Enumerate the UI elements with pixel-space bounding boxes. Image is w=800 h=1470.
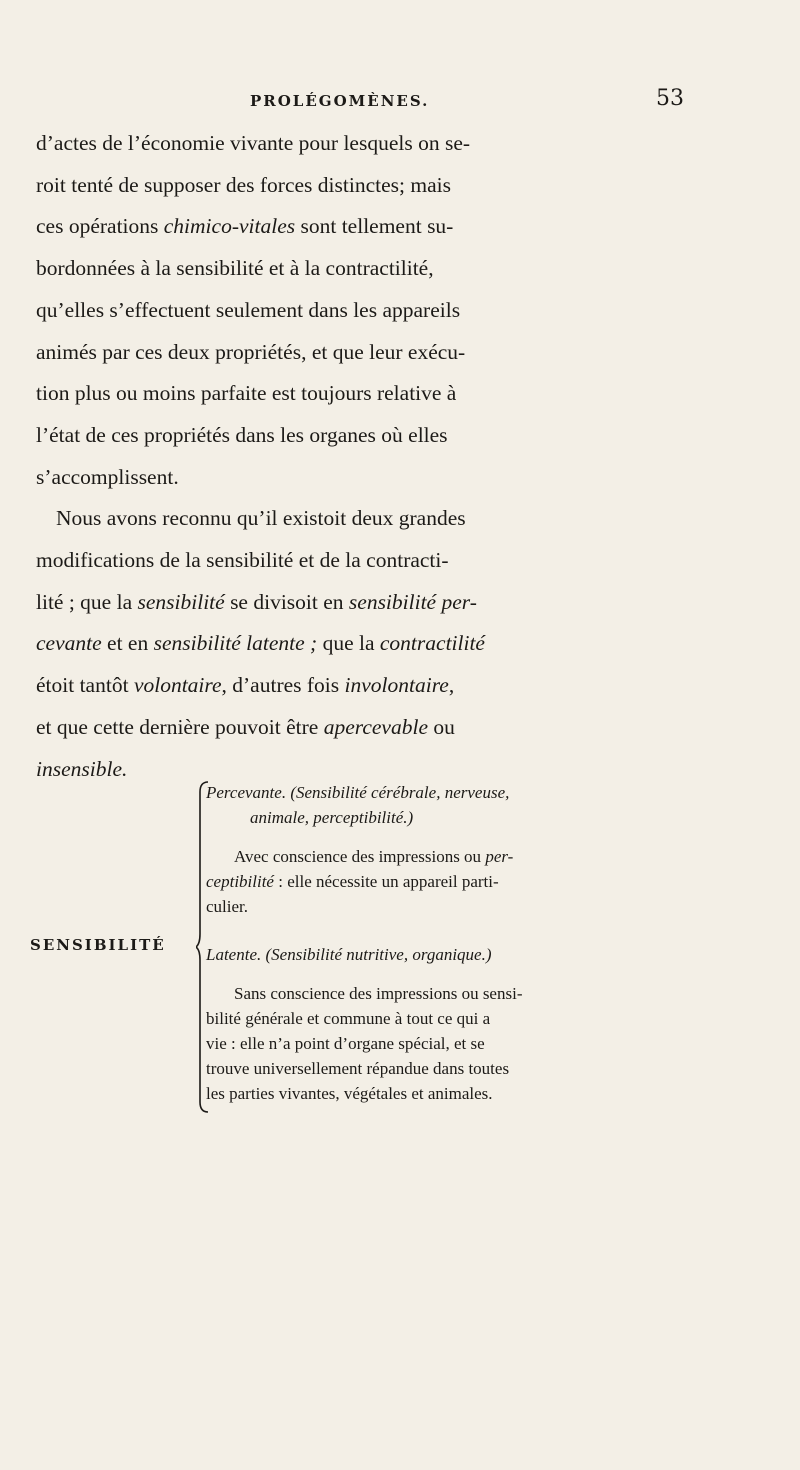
text-line: bordonnées à la sensibilité et à la contractilité, <box>36 256 434 281</box>
text-span: ou <box>428 714 455 739</box>
text-span: , <box>448 673 455 698</box>
text-span: que la <box>317 631 380 656</box>
italic-term: sensibilité per- <box>348 589 477 614</box>
text-line: tion plus ou moins parfaite est toujours relative à <box>36 381 457 406</box>
text-line: l’état de ces propriétés dans les organes où elles <box>36 422 448 447</box>
text-span: et que cette dernière pouvoit être <box>36 714 324 739</box>
text-span: lité ; que la <box>36 589 138 614</box>
text-span: se divisoit en <box>224 589 349 614</box>
italic-term: insensible. <box>36 756 128 781</box>
text-line: s’accomplissent. <box>36 464 179 489</box>
desc-line: bilité générale et commune à tout ce qui a <box>206 1009 491 1028</box>
text-line <box>36 707 716 749</box>
paragraph-1 <box>36 123 716 498</box>
branch-gloss: (Sensibilité nutritive, organique.) <box>265 945 492 964</box>
page-header <box>0 86 800 122</box>
text-span: étoit tantôt <box>36 673 134 698</box>
italic-term: apercevable <box>323 714 428 739</box>
text-span: ces opérations <box>36 214 164 239</box>
text-line: modifications de la sensibilité et de la contracti- <box>36 548 449 573</box>
branch-latente <box>206 942 746 1106</box>
sensibility-classification <box>0 780 800 1110</box>
text-line <box>36 623 716 665</box>
italic-term: per- <box>485 847 514 866</box>
branch-description <box>206 844 746 919</box>
branch-gloss: (Sensibilité cérébrale, nerveuse, <box>290 783 510 802</box>
text-line <box>36 206 716 248</box>
text-span: Avec conscience des impressions ou <box>234 847 486 866</box>
branch-description <box>206 981 746 1106</box>
text-line: d’actes de l’économie vivante pour lesquels on se- <box>36 131 471 155</box>
italic-term: ceptibilité <box>206 872 274 891</box>
branch-term: Percevante. <box>206 783 287 802</box>
branch-gloss-cont: animale, perceptibilité.) <box>250 808 414 827</box>
text-span: , d’autres fois <box>221 673 345 698</box>
text-span: : elle nécessite un appareil parti- <box>273 872 499 891</box>
running-head: PROLÉGOMÈNES. <box>250 92 430 110</box>
italic-term: contractilité <box>379 631 485 656</box>
paragraph-2 <box>36 498 716 790</box>
body-text <box>36 123 716 790</box>
text-line <box>36 665 716 707</box>
desc-line: culier. <box>206 897 249 916</box>
branch-heading <box>206 780 746 805</box>
italic-term: sensibilité <box>137 589 225 614</box>
branch-percevante <box>206 780 746 919</box>
desc-line: trouve universellement répandue dans toutes <box>206 1059 510 1078</box>
desc-line <box>206 844 746 869</box>
text-line: qu’elles s’effectuent seulement dans les appareils <box>36 297 461 322</box>
italic-term: chimico-vitales <box>163 214 296 239</box>
text-line: roit tenté de supposer des forces distinctes; mais <box>36 172 451 197</box>
classification-root-label: SENSIBILITÉ <box>30 936 166 954</box>
branch-term: Latente. <box>206 945 262 964</box>
text-span: et en <box>101 631 154 656</box>
desc-line <box>206 869 746 894</box>
desc-line: Sans conscience des impressions ou sensi- <box>234 984 523 1003</box>
branch-heading <box>206 942 746 967</box>
text-span: sont tellement su- <box>295 214 454 239</box>
italic-term: volontaire <box>133 673 222 698</box>
desc-line: les parties vivantes, végétales et animales. <box>206 1084 493 1103</box>
desc-line: vie : elle n’a point d’organe spécial, et se <box>206 1034 485 1053</box>
italic-term: involontaire <box>344 673 449 698</box>
text-line <box>36 582 716 624</box>
italic-term: sensibilité latente ; <box>153 631 318 656</box>
text-line: Nous avons reconnu qu’il existoit deux grandes <box>56 506 466 531</box>
italic-term: cevante <box>36 631 102 656</box>
text-line: animés par ces deux propriétés, et que leur exécu- <box>36 339 466 364</box>
page-number: 53 <box>656 86 684 111</box>
